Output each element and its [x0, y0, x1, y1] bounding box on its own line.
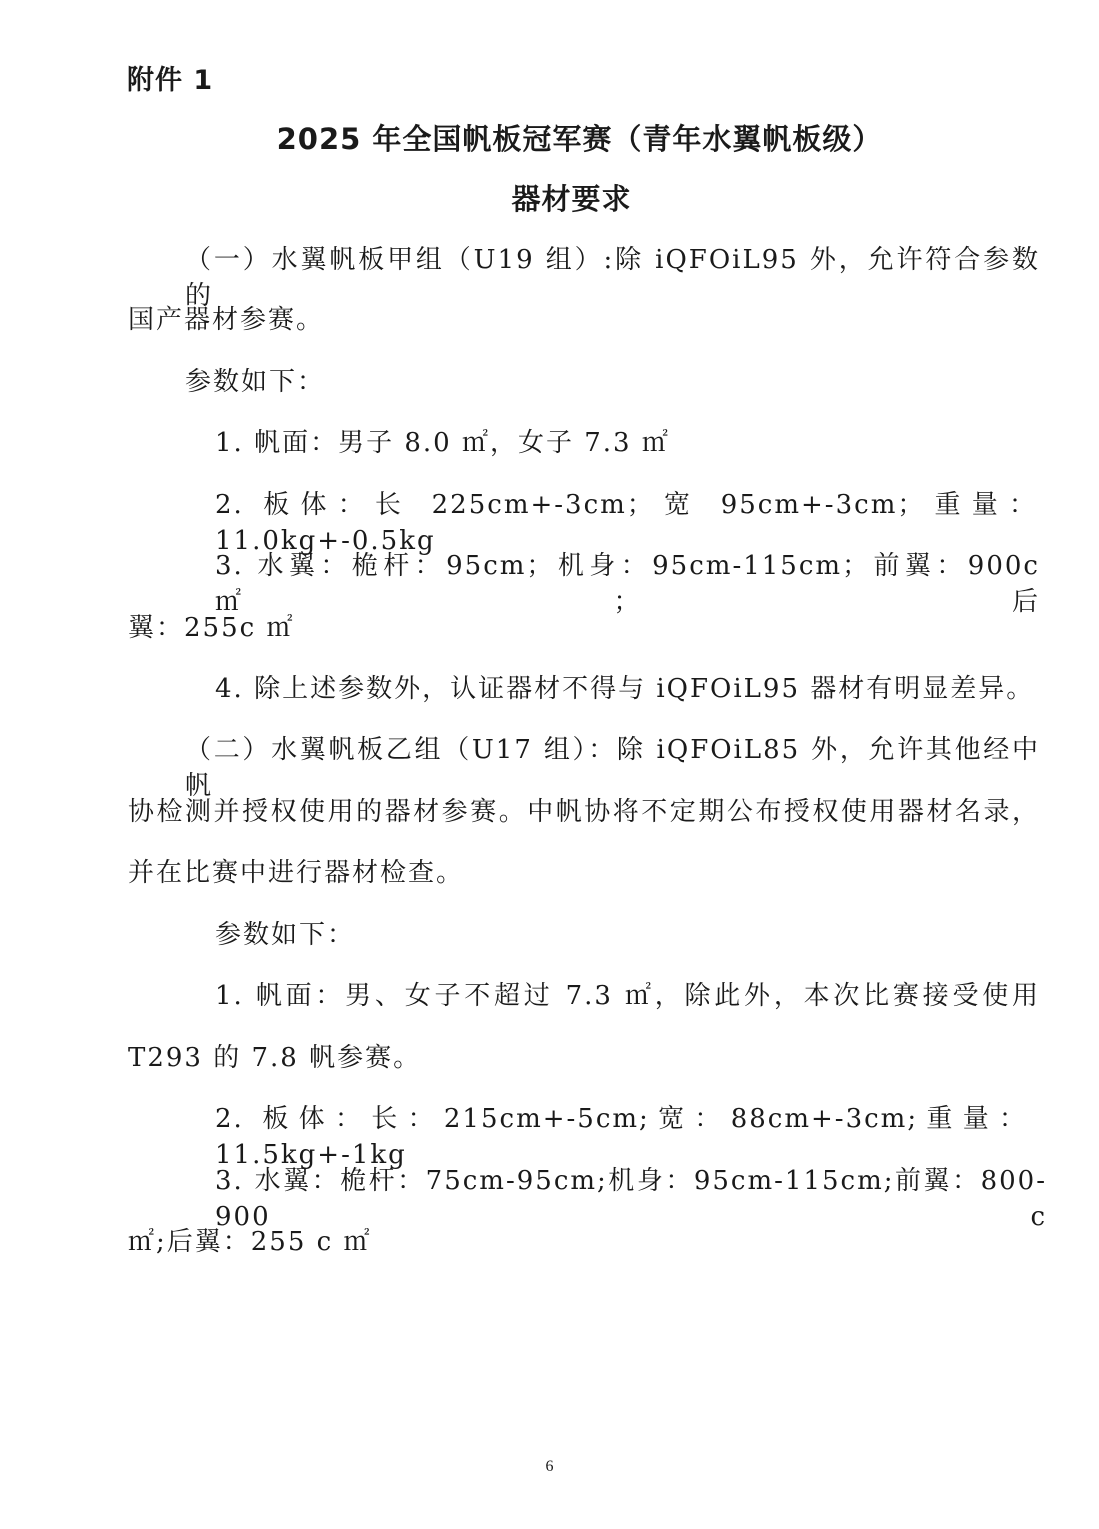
document-title: 2025 年全国帆板冠军赛（青年水翼帆板级）: [276, 122, 883, 156]
section1-intro-line2: 国产器材参赛。: [128, 305, 325, 335]
section2-item-board: 2. 板体：长：215cm+-5cm;宽：88cm+-3cm;重量：11.5kg+-1kg: [215, 1104, 1027, 1170]
page-number: 6: [545, 1458, 554, 1475]
section1-item-foil-line1: 3. 水翼：桅杆：95cm；机身：95cm-115cm；前翼：900c ㎡；后: [215, 551, 1040, 617]
section2-intro-line1: （二）水翼帆板乙组（U17 组）：除 iQFOiL85 外，允许其他经中帆: [185, 735, 1040, 801]
section1-item-board: 2. 板体：长 225cm+-3cm；宽 95cm+-3cm；重量：11.0kg+-0.5kg: [215, 490, 1037, 556]
section1-params-heading: 参数如下：: [185, 367, 326, 397]
document-subtitle: 器材要求: [511, 182, 632, 216]
section1-item-foil-line2: 翼：255c ㎡: [128, 613, 295, 643]
section2-item-foil-line2: ㎡;后翼：255 c ㎡: [128, 1227, 372, 1257]
section1-intro-line1: （一）水翼帆板甲组（U19 组）:除 iQFOiL95 外，允许符合参数的: [185, 245, 1040, 311]
section2-item-foil-line1: 3. 水翼：桅杆：75cm-95cm;机身：95cm-115cm;前翼：800-900 c: [215, 1166, 1047, 1232]
section2-intro-line2: 协检测并授权使用的器材参赛。中帆协将不定期公布授权使用器材名录，: [128, 797, 1040, 827]
section2-intro-line3: 并在比赛中进行器材检查。: [128, 858, 465, 888]
section2-params-heading: 参数如下：: [215, 920, 356, 950]
section2-item-sail-line1: 1. 帆面：男、女子不超过 7.3 ㎡，除此外，本次比赛接受使用: [215, 981, 1040, 1011]
attachment-label: 附件 1: [127, 65, 214, 96]
section2-item-sail-line2: T293 的 7.8 帆参赛。: [128, 1043, 422, 1073]
section1-item-sail: 1. 帆面：男子 8.0 ㎡，女子 7.3 ㎡: [215, 428, 670, 458]
section1-item-note: 4. 除上述参数外，认证器材不得与 iQFOiL95 器材有明显差异。: [215, 674, 1035, 704]
